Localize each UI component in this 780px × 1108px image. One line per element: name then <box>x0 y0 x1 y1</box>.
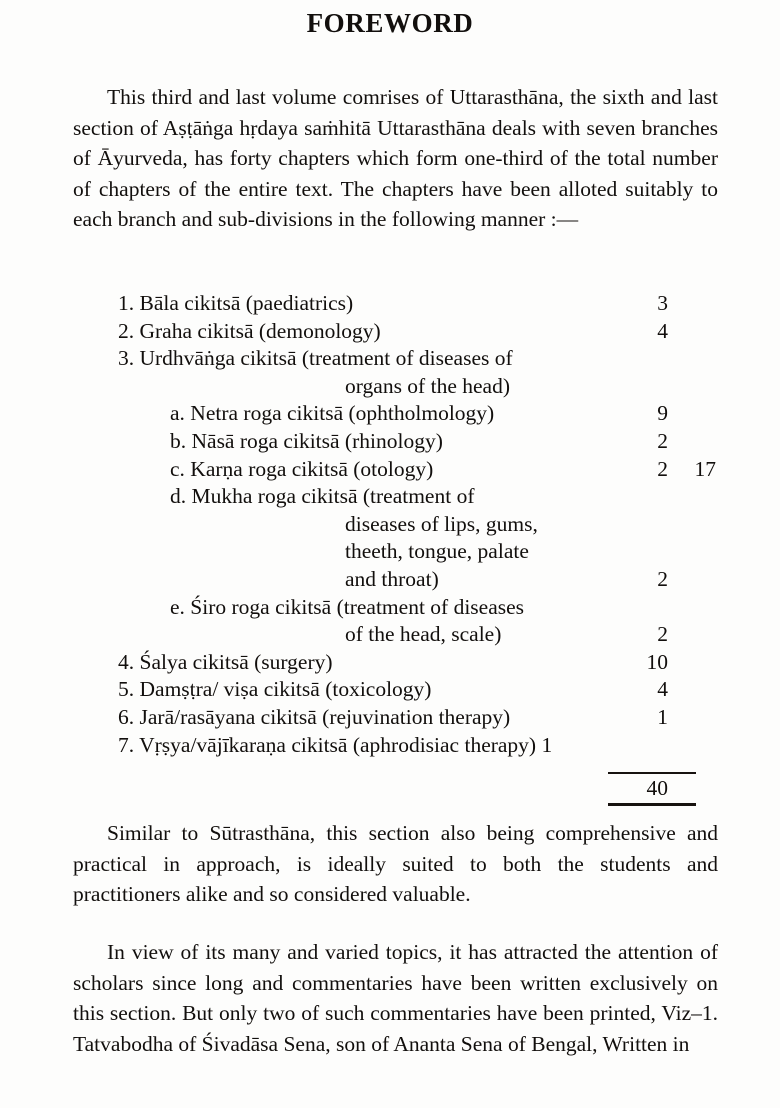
contents-total <box>0 770 780 810</box>
contents-row <box>0 456 780 484</box>
contents-row-chapter-count: 10 <box>646 649 668 674</box>
contents-row-chapter-count: 2 <box>657 566 668 591</box>
contents-row <box>0 400 780 428</box>
contents-row-chapter-count: 9 <box>657 401 668 426</box>
paragraph-in-view-text: In view of its many and varied topics, it has attracted the attention of scholars since long and commentaries have been written exclusively on this section. But only two of such commentaries have been printed, Viz–1. Tatvabodha of Śivadāsa Sena, son of Ananta Sena of Bengal, Written in <box>73 940 718 1056</box>
contents-row-label: 6. Jarā/rasāyana cikitsā (rejuvination therapy) <box>118 704 511 729</box>
page-title: FOREWORD <box>306 8 474 38</box>
paragraph-similar <box>73 818 718 910</box>
total-value: 40 <box>646 776 668 800</box>
contents-row-label: d. Mukha roga cikitsā (treatment of <box>170 484 475 509</box>
contents-row <box>0 621 780 649</box>
contents-row-label: of the head, scale) <box>345 622 502 647</box>
contents-row-label: b. Nāsā roga cikitsā (rhinology) <box>170 428 443 453</box>
contents-row <box>0 732 780 760</box>
contents-row <box>0 676 780 704</box>
contents-row-subtotal: 17 <box>694 456 716 481</box>
contents-row-label: theeth, tongue, palate <box>345 539 529 564</box>
paragraph-intro-text: This third and last volume comrises of Uttarasthāna, the sixth and last section of Aṣṭāṅga hṛdaya saṁhitā Uttarasthāna deals with seven branches of Āyurveda, has forty chapters which form one-third of the total number of chapters of the entire text. The chapters have been alloted suitably to each branch and sub-divisions in the following manner :— <box>73 85 718 232</box>
contents-row-label: 1. Bāla cikitsā (paediatrics) <box>118 291 354 315</box>
contents-row-chapter-count: 4 <box>657 677 668 702</box>
contents-row <box>0 704 780 732</box>
contents-row <box>0 345 780 373</box>
contents-row-label: a. Netra roga cikitsā (ophtholmology) <box>170 401 495 426</box>
contents-row-label: c. Karṇa roga cikitsā (otology) <box>170 456 434 481</box>
contents-row <box>0 538 780 566</box>
contents-row <box>0 649 780 677</box>
contents-row-chapter-count: 3 <box>657 291 668 315</box>
contents-row-label: 3. Urdhvāṅga cikitsā (treatment of diseases of <box>118 346 513 371</box>
contents-row-label: diseases of lips, gums, <box>345 511 538 536</box>
contents-row <box>0 428 780 456</box>
contents-row-label: 4. Śalya cikitsā (surgery) <box>118 649 333 674</box>
contents-row-label: and throat) <box>345 566 439 591</box>
contents-row <box>0 566 780 594</box>
contents-row-chapter-count: 1 <box>657 704 668 729</box>
contents-row-label: 2. Graha cikitsā (demonology) <box>118 318 381 343</box>
contents-row-label: e. Śiro roga cikitsā (treatment of diseases <box>170 594 525 619</box>
contents-row-chapter-count: 2 <box>657 622 668 647</box>
contents-row-label: organs of the head) <box>345 373 510 398</box>
contents-row-chapter-count: 2 <box>657 456 668 481</box>
contents-row <box>0 511 780 539</box>
contents-row-chapter-count: 2 <box>657 428 668 453</box>
contents-row <box>0 594 780 622</box>
contents-row-label: 7. Vṛṣya/vājīkaraṇa cikitsā (aphrodisiac therapy) 1 <box>118 732 553 757</box>
paragraph-intro <box>73 82 718 235</box>
contents-list <box>0 290 780 759</box>
contents-row-chapter-count: 4 <box>657 318 668 343</box>
paragraph-similar-text: Similar to Sūtrasthāna, this section also being comprehensive and practical in approach, is ideally suited to both the students and practitioners alike and so considered valuable. <box>73 821 718 907</box>
contents-row <box>0 290 780 318</box>
total-rule-bottom <box>608 803 696 806</box>
total-rule-top <box>608 772 696 774</box>
contents-row <box>0 318 780 346</box>
contents-row-label: 5. Damṣṭra/ viṣa cikitsā (toxicology) <box>118 677 432 702</box>
paragraph-in-view <box>73 937 718 1059</box>
contents-row <box>0 483 780 511</box>
contents-row <box>0 373 780 401</box>
